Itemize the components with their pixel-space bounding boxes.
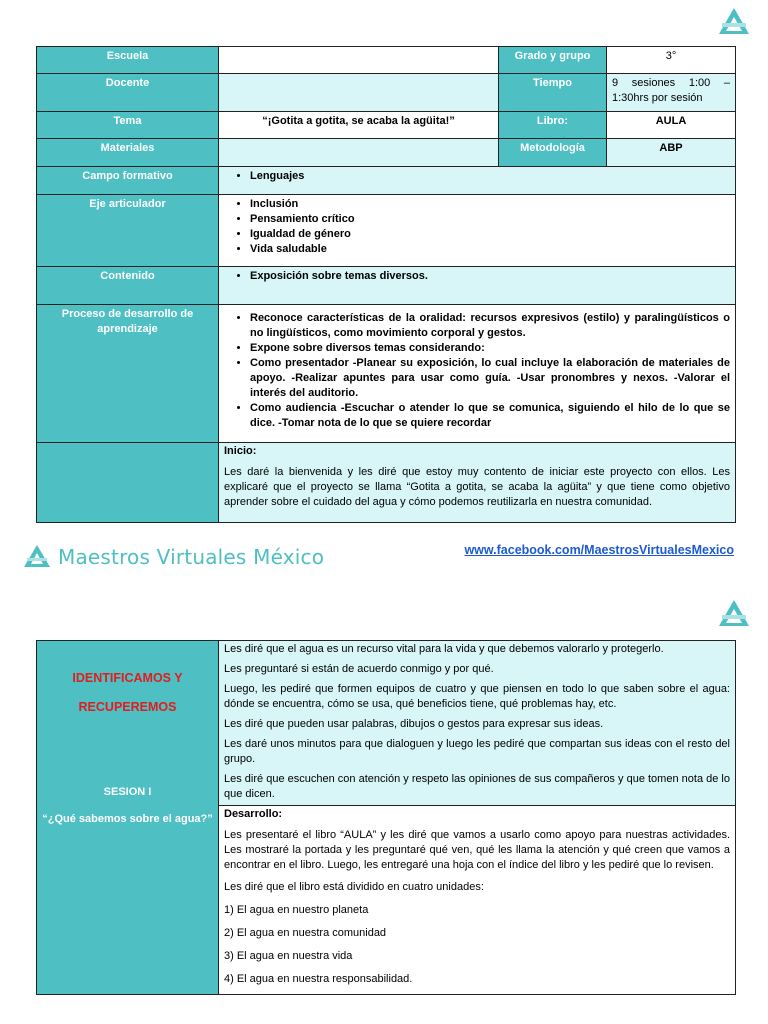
- metodologia-value: ABP: [607, 139, 736, 167]
- docente-label: Docente: [37, 74, 219, 112]
- eje-list: [219, 195, 736, 267]
- contenido-list: [219, 267, 736, 305]
- metodologia-label: Metodología: [499, 139, 607, 167]
- inicio-cell: [219, 443, 736, 523]
- brand-logo-icon: [22, 544, 52, 570]
- eje-label: Eje articulador: [37, 195, 219, 267]
- escuela-label: Escuela: [37, 47, 219, 74]
- grado-label: Grado y grupo: [499, 47, 607, 74]
- session-inicio-cell: [219, 641, 736, 806]
- tiempo-value: 9 sesiones 1:00 – 1:30hrs por sesión: [607, 74, 736, 112]
- contenido-label: Contenido: [37, 267, 219, 305]
- session-question: “¿Qué sabemos sobre el agua?”: [42, 813, 213, 825]
- libro-label: Libro:: [499, 112, 607, 139]
- paragraph: 2) El agua en nuestra comunidad: [224, 927, 387, 939]
- tiempo-label: Tiempo: [499, 74, 607, 112]
- inicio-side-cell: [37, 443, 219, 523]
- list-item: • Inclusión: [250, 197, 730, 212]
- grado-value: 3°: [607, 47, 736, 74]
- proceso-list: [219, 305, 736, 443]
- inicio-text: Les daré la bienvenida y les diré que estoy muy contento de iniciar este proyecto con ellos. Les explicaré que el proyecto se llama “Gotita a gotita, se acaba la agüita” y que tiene como objetivo aprender sobre el cuidado del agua y cómo podemos reutilizarla en nuestra comunidad.: [224, 466, 730, 508]
- tema-label: Tema: [37, 112, 219, 139]
- paragraph: Les diré que el agua es un recurso vital para la vida y que debemos valorarlo y protegerlo.: [224, 643, 664, 655]
- paragraph: 4) El agua en nuestra responsabilidad.: [224, 973, 413, 985]
- session-label: SESION I: [103, 786, 152, 798]
- session-table: [36, 640, 736, 995]
- paragraph: Les diré que escuchen con atención y respeto las opiniones de sus compañeros y que tomen nota de lo que dicen.: [224, 773, 730, 800]
- session-desarrollo-cell: [219, 806, 736, 995]
- list-item: • Como audiencia -Escuchar o atender lo que se comunica, siguiendo el hilo de lo que se dice. -Tomar nota de lo que se quiere recordar: [250, 401, 730, 431]
- inicio-label: Inicio:: [224, 445, 257, 457]
- paragraph: Les presentaré el libro “AULA” y les diré que vamos a usarlo como apoyo para nuestras actividades. Les mostraré la portada y les preguntaré qué ven, qué les llama la atención y qué creen que vamos a encontrar en el libro. Luego, les entregaré una hoja con el índice del libro y les pediré que lo revisen.: [224, 829, 730, 871]
- escuela-value: [219, 47, 499, 74]
- list-item: • Como presentador -Planear su exposición, lo cual incluye la elaboración de materiales de apoyo. -Realizar apuntes para usar como guía. -Usar pronombres y nexos. -Valorar el interés del auditorio.: [250, 356, 730, 401]
- paragraph: Les preguntaré si están de acuerdo conmigo y por qué.: [224, 663, 494, 675]
- side-title-1: IDENTIFICAMOS Y: [72, 671, 183, 685]
- materiales-label: Materiales: [37, 139, 219, 167]
- list-item: • Vida saludable: [250, 242, 730, 257]
- paragraph: Luego, les pediré que formen equipos de cuatro y que piensen en todo lo que saben sobre el agua: dónde se encuentra, cómo se usa, qué beneficios tiene, qué problemas hay, etc.: [224, 683, 730, 710]
- brand-name: Maestros Virtuales México: [58, 545, 325, 569]
- list-item: • Exposición sobre temas diversos.: [250, 269, 730, 284]
- planning-table: [36, 46, 736, 523]
- facebook-link[interactable]: www.facebook.com/MaestrosVirtualesMexico: [464, 543, 734, 557]
- list-item: • Expone sobre diversos temas considerando:: [250, 341, 730, 356]
- list-item: • Reconoce características de la oralidad: recursos expresivos (estilo) y paralingüísticos o no lingüísticos, como movimiento corporal y gestos.: [250, 311, 730, 341]
- session-side-cell: [37, 641, 219, 995]
- paragraph: 1) El agua en nuestro planeta: [224, 904, 369, 916]
- paragraph: Les diré que el libro está dividido en cuatro unidades:: [224, 881, 484, 893]
- libro-value: AULA: [607, 112, 736, 139]
- campo-list: [219, 167, 736, 195]
- list-item: • Igualdad de género: [250, 227, 730, 242]
- desarrollo-label: Desarrollo:: [224, 808, 283, 820]
- list-item: • Lenguajes: [250, 169, 730, 184]
- tema-value: “¡Gotita a gotita, se acaba la agüita!”: [219, 112, 499, 139]
- docente-value: [219, 74, 499, 112]
- logo-icon: [716, 598, 752, 630]
- materiales-value: [219, 139, 499, 167]
- list-item: • Pensamiento crítico: [250, 212, 730, 227]
- paragraph: 3) El agua en nuestra vida: [224, 950, 353, 962]
- campo-label: Campo formativo: [37, 167, 219, 195]
- side-title-2: RECUPEREMOS: [78, 700, 177, 714]
- logo-icon: [716, 6, 752, 38]
- paragraph: Les daré unos minutos para que dialoguen y luego les pediré que compartan sus ideas con el resto del grupo.: [224, 738, 730, 765]
- proceso-label: Proceso de desarrollo de aprendizaje: [37, 305, 219, 443]
- paragraph: Les diré que pueden usar palabras, dibujos o gestos para expresar sus ideas.: [224, 718, 604, 730]
